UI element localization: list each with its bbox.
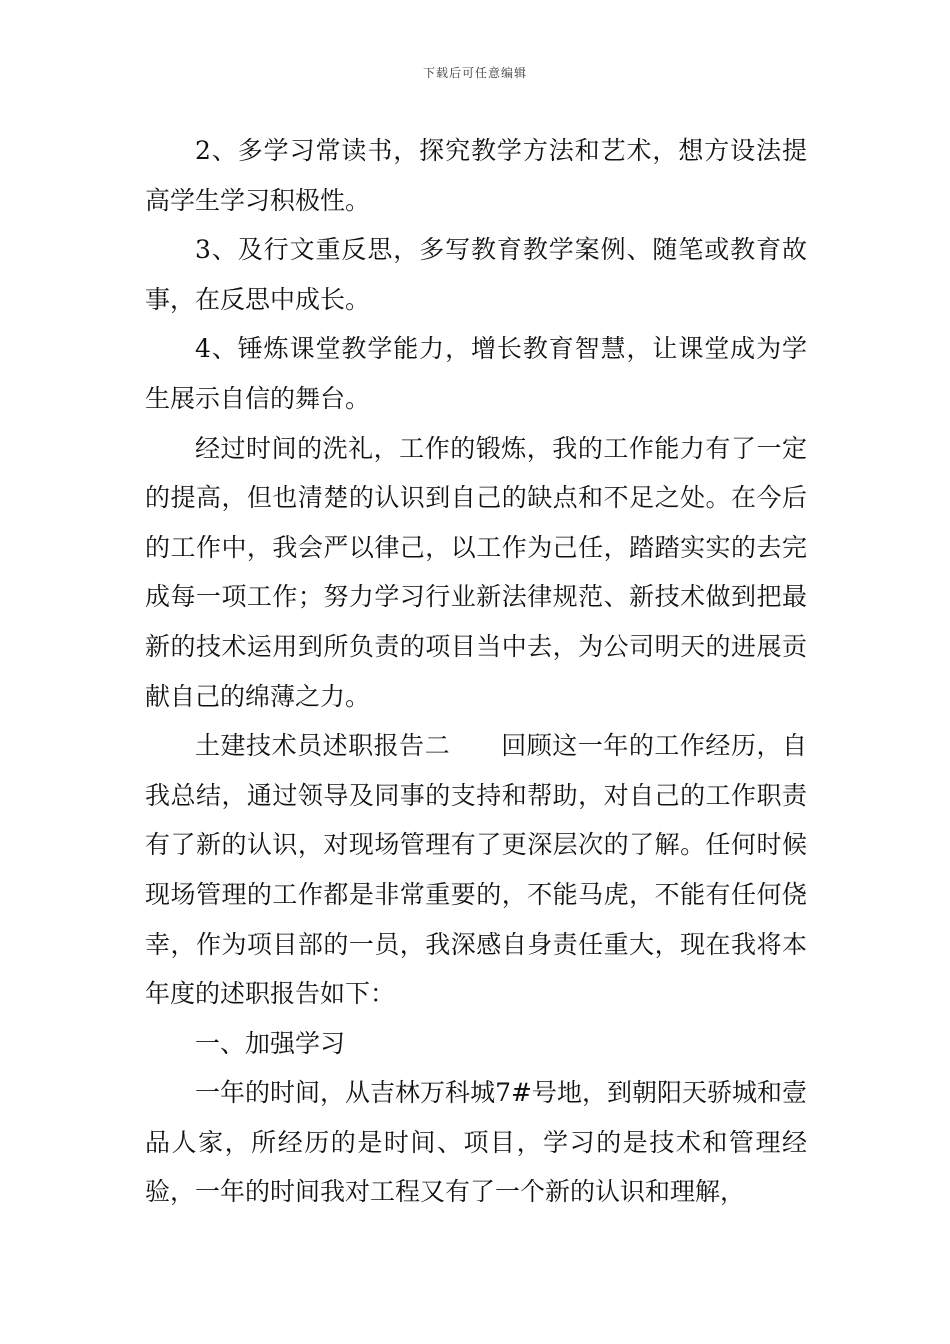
paragraph-classroom-ability: 4、锤炼课堂教学能力，增长教育智慧，让课堂成为学生展示自信的舞台。: [145, 334, 807, 413]
document-body: [145, 126, 807, 1217]
paragraph-reflection: 3、及行文重反思，多写教育教学案例、随笔或教育故事，在反思中成长。: [145, 235, 807, 314]
paragraph-year-review: 一年的时间，从吉林万科城7#号地，到朝阳天骄城和壹品人家，所经历的是时间、项目，学习的是技术和管理经验，一年的时间我对工程又有了一个新的认识和理解，: [145, 1078, 807, 1207]
paragraph-report-two-intro: 土建技术员述职报告二 回顾这一年的工作经历，自我总结，通过领导及同事的支持和帮助，对自己的工作职责有了新的认识，对现场管理有了更深层次的了解。任何时候现场管理的工作都是非常重要的，不能马虎，不能有任何侥幸，作为项目部的一员，我深感自身责任重大，现在我将本年度的述职报告如下：: [145, 731, 807, 1009]
page-header-note: 下载后可任意编辑: [422, 66, 527, 80]
paragraph-summary: 经过时间的洗礼，工作的锻炼，我的工作能力有了一定的提高，但也清楚的认识到自己的缺点和不足之处。在今后的工作中，我会严以律己，以工作为己任，踏踏实实的去完成每一项工作；努力学习行业新法律规范、新技术做到把最新的技术运用到所负责的项目当中去，为公司明天的进展贡献自己的绵薄之力。: [145, 433, 807, 711]
paragraph-study-reading: 2、多学习常读书，探究教学方法和艺术，想方设法提高学生学习积极性。: [145, 136, 807, 215]
section-heading-strengthen-learning: 一、加强学习: [195, 1028, 346, 1058]
